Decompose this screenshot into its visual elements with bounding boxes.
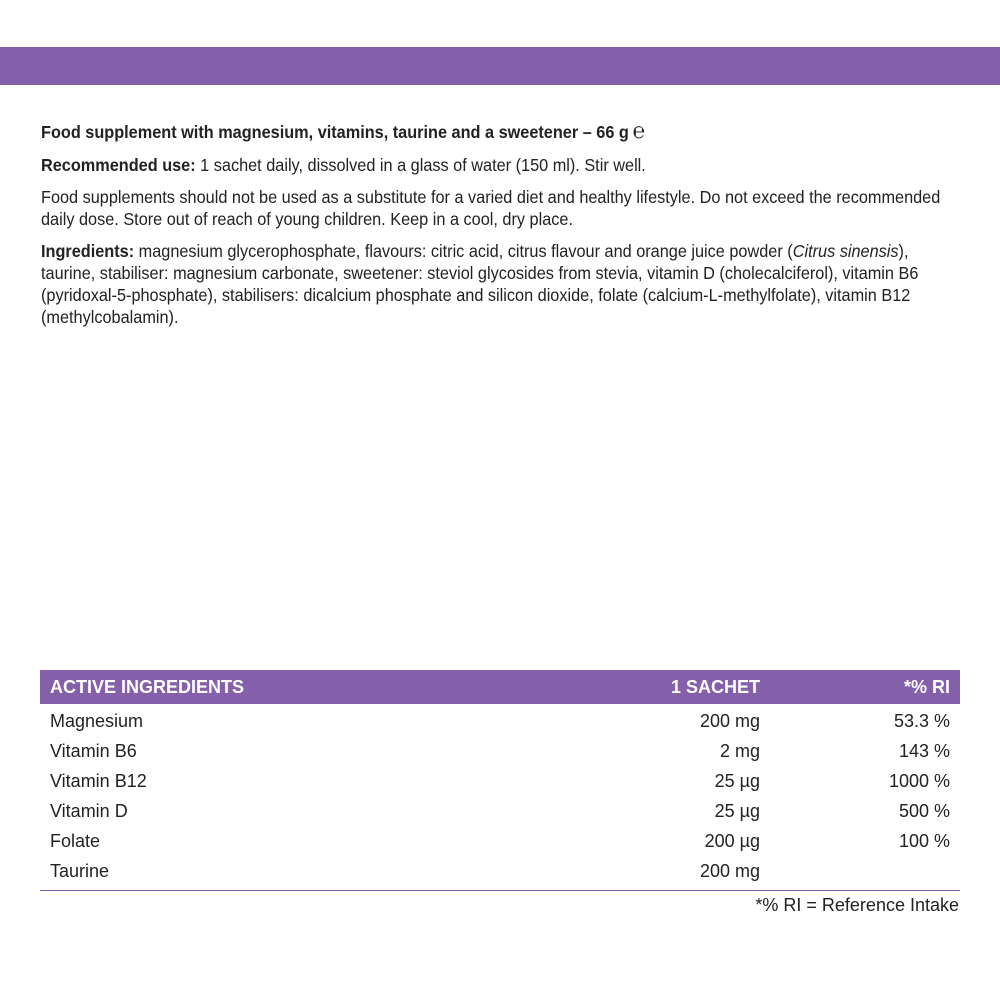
estimated-sign-icon: ℮ [632,118,645,143]
row-ri: 1000 % [888,770,950,791]
table-row [40,796,960,826]
ingredients-latin-name: Citrus sinensis [792,241,899,261]
row-name: Vitamin D [50,800,128,821]
ingredients-text-1: magnesium glycerophosphate, flavours: citric acid, citrus flavour and orange juice powder ( [134,241,793,261]
row-ri: 143 % [898,740,950,761]
label-text [41,118,941,338]
row-name: Vitamin B6 [50,740,137,761]
row-amount: 2 mg [719,740,760,761]
recommended-use-label: Recommended use: [41,155,196,175]
table-row [40,766,960,796]
table-row [40,826,960,856]
active-ingredients-table [40,670,960,891]
table-row [40,706,960,736]
row-name: Taurine [50,860,110,881]
row-name: Magnesium [50,710,144,731]
product-line-text: Food supplement with magnesium, vitamins, taurine and a sweetener – 66 g [41,122,629,142]
row-ri: 53.3 % [893,710,950,731]
header-ri: *% RI [903,676,950,697]
table-header [40,670,960,704]
ingredients-text-2: ), taurine, stabiliser: magnesium carbonate, sweetener: steviol glycosides from stevia, vitamin D (cholecalciferol), vitamin B6 (pyridoxal-5-phosphate), stabilisers: dicalcium phosphate and silicon dioxide, folate (calcium-L-methylfolate), vitamin B12 (methylcobalamin). [41,241,919,327]
row-amount: 200 µg [704,830,760,851]
ri-footnote: *% RI = Reference Intake [755,895,959,915]
ingredients-label: Ingredients: [41,241,135,261]
header-per-sachet: 1 SACHET [670,676,760,697]
row-name: Vitamin B12 [50,770,147,791]
warning-text: Food supplements should not be used as a substitute for a varied diet and healthy lifestyle. Do not exceed the recommended daily dose. Store out of reach of young children. Keep in a cool, dry place. [41,187,941,229]
row-amount: 200 mg [699,860,760,881]
table-body [40,704,960,891]
recommended-use-text: 1 sachet daily, dissolved in a glass of water (150 ml). Stir well. [195,155,646,175]
row-amount: 25 µg [714,770,760,791]
row-amount: 200 mg [699,710,760,731]
row-name: Folate [50,830,101,851]
top-accent-band [0,47,1000,85]
ingredients [41,240,960,328]
table-row [40,736,960,766]
row-amount: 25 µg [714,800,760,821]
table-row [40,856,960,886]
row-ri: 100 % [898,830,950,851]
header-active-ingredients: ACTIVE INGREDIENTS [50,676,245,697]
recommended-use [41,154,960,176]
row-ri: 500 % [898,800,950,821]
product-description [41,120,960,143]
